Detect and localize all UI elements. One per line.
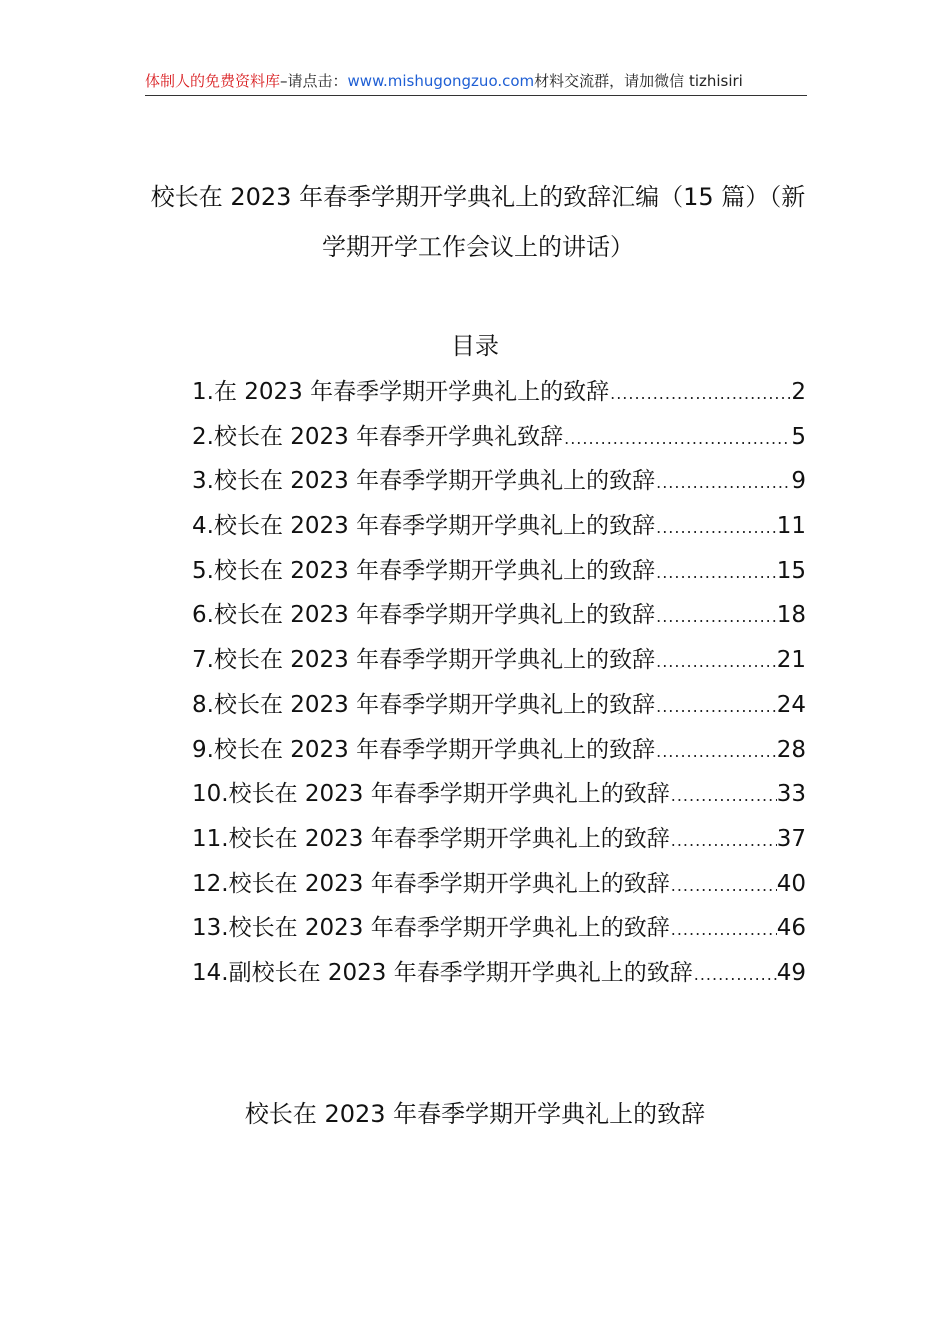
toc-dot-leader bbox=[655, 463, 791, 503]
toc-dot-leader bbox=[693, 955, 777, 995]
toc-entry-page-number: 2 bbox=[791, 379, 806, 405]
toc-entry[interactable] bbox=[192, 640, 806, 685]
toc-entry-page-number: 40 bbox=[776, 870, 806, 897]
document-title-line-1: 校长在 2023 年春季学期开学典礼上的致辞汇编（15 篇）（新 bbox=[150, 183, 806, 211]
toc-entry-title: 8.校长在 2023 年春季学期开学典礼上的致辞 bbox=[192, 691, 656, 718]
section-title: 校长在 2023 年春季学期开学典礼上的致辞 bbox=[244, 1100, 706, 1128]
header-link[interactable]: www.mishugongzuo.com bbox=[347, 72, 535, 90]
toc-entry[interactable] bbox=[192, 819, 806, 864]
document-title bbox=[148, 172, 808, 272]
toc-dot-leader bbox=[655, 553, 777, 593]
toc-entry[interactable] bbox=[192, 595, 806, 640]
toc-entry-title: 7.校长在 2023 年春季学期开学典礼上的致辞 bbox=[192, 647, 656, 674]
toc-entry-page-number: 24 bbox=[776, 691, 806, 718]
header-prompt: –请点击： bbox=[280, 72, 348, 90]
toc-dot-leader bbox=[563, 419, 791, 459]
header-brand: 体制人的免费资料库 bbox=[145, 72, 281, 90]
toc-entry[interactable] bbox=[192, 730, 806, 775]
toc-entry-title: 2.校长在 2023 年春季开学典礼致辞 bbox=[192, 423, 564, 450]
toc-entry-page-number: 9 bbox=[791, 468, 806, 495]
toc-entry-title: 6.校长在 2023 年春季学期开学典礼上的致辞 bbox=[192, 602, 656, 629]
header-banner bbox=[145, 68, 807, 94]
toc-entry-title: 10.校长在 2023 年春季学期开学典礼上的致辞 bbox=[192, 781, 670, 808]
document-title-line-2: 学期开学工作会议上的讲话） bbox=[322, 233, 634, 261]
toc-entry[interactable] bbox=[192, 551, 806, 596]
toc-entry[interactable] bbox=[192, 372, 806, 417]
toc-entry-title: 11.校长在 2023 年春季学期开学典礼上的致辞 bbox=[192, 825, 670, 852]
toc-dot-leader bbox=[655, 642, 777, 682]
toc-entry-title: 4.校长在 2023 年春季学期开学典礼上的致辞 bbox=[192, 513, 656, 540]
toc-entry-page-number: 33 bbox=[776, 781, 806, 808]
header-contact: 材料交流群，请加微信 tizhisiri bbox=[534, 72, 743, 90]
toc-entry-page-number: 11 bbox=[776, 513, 806, 540]
toc-entry-title: 9.校长在 2023 年春季学期开学典礼上的致辞 bbox=[192, 736, 656, 763]
toc-entry-page-number: 28 bbox=[776, 736, 806, 763]
toc-entry-page-number: 18 bbox=[776, 602, 806, 629]
toc-entry-title: 5.校长在 2023 年春季学期开学典礼上的致辞 bbox=[192, 557, 656, 584]
toc-entry-page-number: 37 bbox=[776, 825, 806, 852]
table-of-contents bbox=[192, 372, 806, 998]
toc-entry-page-number: 15 bbox=[776, 557, 806, 584]
toc-dot-leader bbox=[655, 508, 777, 548]
toc-entry-title: 1.在 2023 年春季学期开学典礼上的致辞 bbox=[192, 379, 610, 405]
toc-entry-title: 13.校长在 2023 年春季学期开学典礼上的致辞 bbox=[192, 915, 670, 942]
toc-entry[interactable] bbox=[192, 461, 806, 506]
toc-dot-leader bbox=[609, 374, 791, 414]
toc-entry[interactable] bbox=[192, 417, 806, 462]
toc-entry-title: 3.校长在 2023 年春季学期开学典礼上的致辞 bbox=[192, 468, 656, 495]
toc-entry[interactable] bbox=[192, 953, 806, 998]
header-divider bbox=[145, 95, 807, 96]
toc-dot-leader bbox=[670, 776, 777, 816]
toc-entry-page-number: 21 bbox=[776, 647, 806, 674]
toc-entry[interactable] bbox=[192, 506, 806, 551]
toc-entry-page-number: 46 bbox=[776, 915, 806, 942]
toc-entry[interactable] bbox=[192, 908, 806, 953]
toc-entry-title: 14.副校长在 2023 年春季学期开学典礼上的致辞 bbox=[192, 959, 693, 986]
toc-dot-leader bbox=[670, 866, 777, 906]
toc-dot-leader bbox=[655, 597, 777, 637]
toc-entry-title: 12.校长在 2023 年春季学期开学典礼上的致辞 bbox=[192, 870, 670, 897]
toc-dot-leader bbox=[655, 732, 777, 772]
toc-dot-leader bbox=[670, 910, 777, 950]
toc-entry[interactable] bbox=[192, 864, 806, 909]
toc-heading: 目录 bbox=[451, 332, 499, 360]
toc-entry[interactable] bbox=[192, 774, 806, 819]
toc-dot-leader bbox=[655, 687, 777, 727]
toc-dot-leader bbox=[670, 821, 777, 861]
toc-entry-page-number: 49 bbox=[776, 959, 806, 986]
toc-entry[interactable] bbox=[192, 685, 806, 730]
toc-entry-page-number: 5 bbox=[791, 423, 806, 450]
